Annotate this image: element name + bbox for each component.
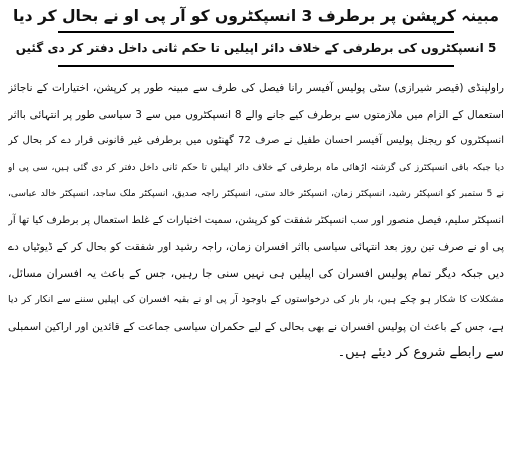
article-line: مشکلات کا شکار ہو چکے ہیں، بار بار کی درخواستوں کے باوجود آر پی او نے بقیہ افسران کی اپیلیں سننے سے انکار کر دیا <box>8 294 504 305</box>
article-body <box>8 75 504 367</box>
article-line: دیا جبکہ باقی انسپکٹرز کی گزشتہ اڑھائی ماہ برطرفی کے خلاف دائر اپیلیں تا حکم ثانی داخل دفتر کر دی گئی ہیں، سی پی او <box>8 162 504 173</box>
article-line: انسپکٹر سلیم، فیصل منصور اور سب انسپکٹر شفقت کو کرپشن، سمیت اختیارات کے غلط استعمال پر برطرف کیا تھا آر <box>8 214 504 226</box>
subheadline-divider <box>58 65 454 67</box>
article-line: پی او نے صرف تین روز بعد انتہائی سیاسی بااثر افسران زمان، راجہ رشید اور شفقت کو بحال کر کے ڈیوٹیاں دے <box>8 241 504 253</box>
article-line: انسپکٹروں کو ریجنل پولیس آفیسر احسان طفیل نے صرف 72 گھنٹوں میں برطرفی غیر قانونی قرار دے کر بحال کر <box>8 135 504 146</box>
headline: مبینہ کرپشن پر برطرف 3 انسپکٹروں کو آر پی او نے بحال کر دیا <box>13 7 499 25</box>
article-line: سے رابطے شروع کر دیئے ہیں۔ <box>337 345 504 360</box>
headline-divider <box>58 31 454 33</box>
article-line: نے 5 ستمبر کو انسپکٹر رشید، انسپکٹر زمان، انسپکٹر خالد ستی، انسپکٹر راجہ صدیق، انسپکٹر ملک ساجد، انسپکٹر خالد عباسی، <box>8 189 504 199</box>
subheadline: 5 انسپکٹروں کی برطرفی کے خلاف دائر اپیلیں تا حکم ثانی داخل دفتر کر دی گئیں <box>15 41 497 55</box>
article-line: ہے، جس کے باعث ان پولیس افسران نے بھی بحالی کے لیے حکمران سیاسی جماعت کے قائدین اور اراکین اسمبلی <box>8 320 504 333</box>
article-line: دیں جبکہ دیگر تمام پولیس افسران کی اپیلیں ہی نہیں سنی جا رہیں، جس کے باعث یہ افسران مسائل، <box>8 266 504 280</box>
article-line: استعمال کے الزام میں ملازمتوں سے برطرف کیے جانے والے 8 انسپکٹروں میں سے 3 سیاسی طور پر انتہائی بااثر <box>8 108 504 121</box>
article-line: راولپنڈی (قیصر شیرازی) سٹی پولیس آفیسر رانا فیصل کی طرف سے مبینہ طور پر کرپشن، اختیارات کے ناجائز <box>8 82 504 94</box>
